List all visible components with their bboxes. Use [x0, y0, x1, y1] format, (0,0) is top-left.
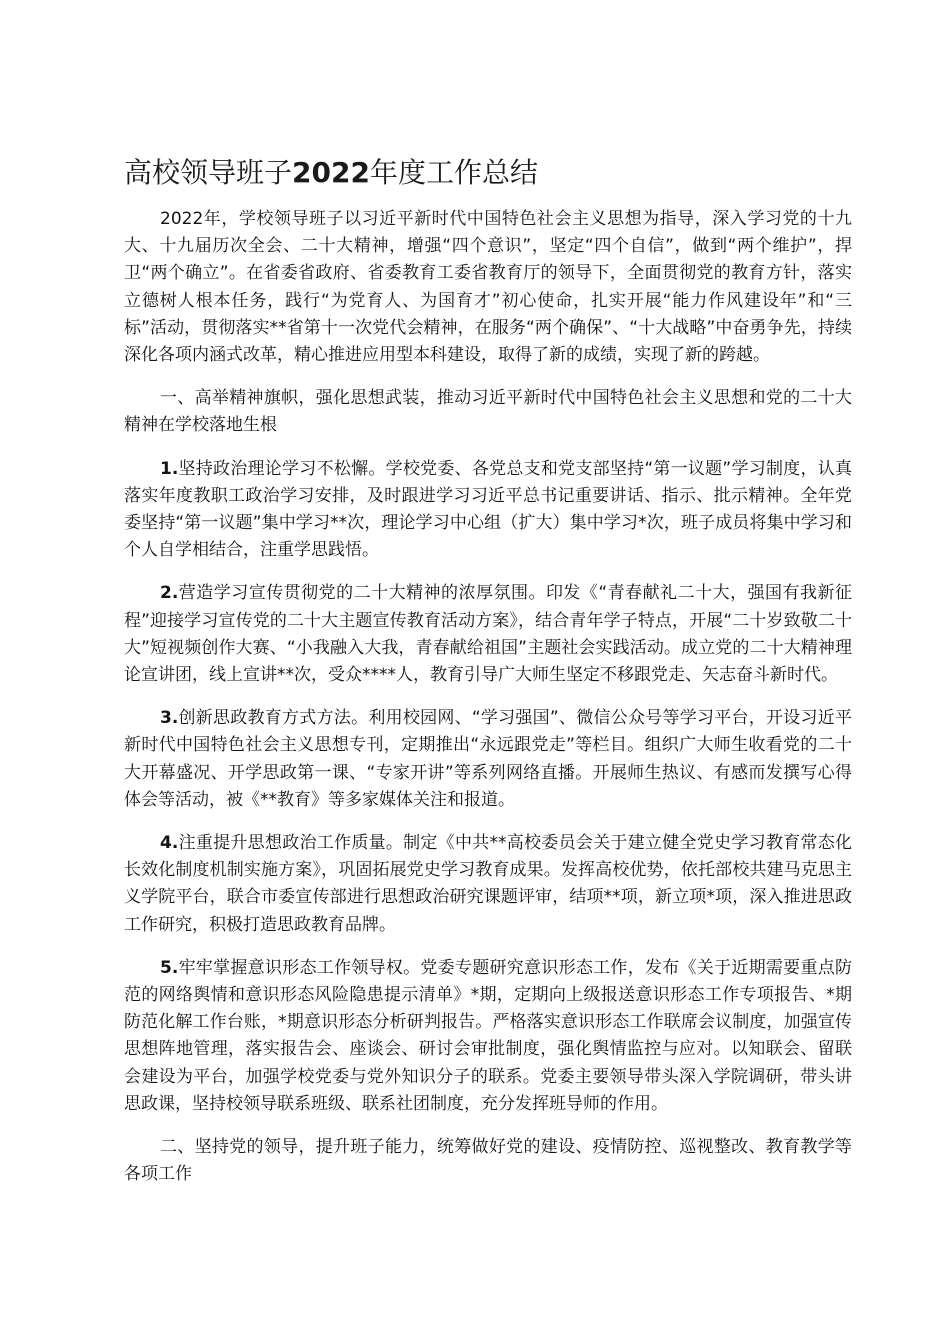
item-number: 2. — [160, 583, 179, 604]
item-paragraph-2 — [124, 580, 852, 689]
paragraph-text: 营造学习宣传贯彻党的二十大精神的浓厚氛围。印发《“青春献礼二十大，强国有我新征程”迎接学习宣传党的二十大主题宣传教育活动方案》，结合青年学子特点，开展“二十岁致敬二十大”短视频创作大赛、“小我融入大我，青春献给祖国”主题社会实践活动。成立党的二十大精神理论宣讲团，线上宣讲**次，受众****人，教育引导广大师生坚定不移跟党走、矢志奋斗新时代。 — [124, 583, 852, 686]
item-number: 1. — [160, 458, 179, 479]
paragraph-text: 坚持政治理论学习不松懈。学校党委、各党总支和党支部坚持“第一议题”学习制度，认真落实年度教职工政治学习安排，及时跟进学习习近平总书记重要讲话、指示、批示精神。全年党委坚持“第一议题”集中学习**次，理论学习中心组（扩大）集中学习*次，班子成员将集中学习和个人自学相结合，注重学思践悟。 — [124, 458, 852, 561]
item-paragraph-3 — [124, 705, 852, 814]
section-heading-text: 二、坚持党的领导，提升班子能力，统筹做好党的建设、疫情防控、巡视整改、教育教学等各项工作 — [124, 1137, 852, 1185]
title-prefix: 高校领导班子 — [124, 156, 293, 189]
document-title — [124, 150, 844, 196]
intro-paragraph — [124, 206, 852, 369]
item-paragraph-4 — [124, 830, 852, 939]
item-number: 3. — [160, 708, 179, 729]
paragraph-text: 牢牢掌握意识形态工作领导权。党委专题研究意识形态工作，发布《关于近期需要重点防范的网络舆情和意识形态风险隐患提示清单》*期，定期向上级报送意识形态工作专项报告、*期防范化解工作台账，*期意识形态分析研判报告。严格落实意识形态工作联席会议制度，加强宣传思想阵地管理，落实报告会、座谈会、研讨会审批制度，强化舆情监控与应对。以知联会、留联会建设为平台，加强学校党委与党外知识分子的联系。党委主要领导带头深入学院调研，带头讲思政课，坚持校领导联系班级、联系社团制度，充分发挥班导师的作用。 — [124, 957, 852, 1114]
paragraph-text: 创新思政教育方式方法。利用校园网、“学习强国”、微信公众号等学习平台，开设习近平新时代中国特色社会主义思想专刊，定期推出“永远跟党走”等栏目。组织广大师生收看党的二十大开幕盛况、开学思政第一课、“专家开讲”等系列网络直播。开展师生热议、有感而发撰写心得体会等活动，被《**教育》等多家媒体关注和报道。 — [124, 708, 852, 810]
item-number: 5. — [160, 957, 179, 978]
paragraph-text: 注重提升思想政治工作质量。制定《中共**高校委员会关于建立健全党史学习教育常态化长效化制度机制实施方案》，巩固拓展党史学习教育成果。发挥高校优势，依托部校共建马克思主义学院平台，联合市委宣传部进行思想政治研究课题评审，结项**项，新立项*项，深入推进思政工作研究，积极打造思政教育品牌。 — [124, 833, 852, 935]
section-heading-text: 一、高举精神旗帜，强化思想武装，推动习近平新时代中国特色社会主义思想和党的二十大精神在学校落地生根 — [124, 388, 852, 436]
item-paragraph-1 — [124, 456, 852, 565]
section-heading-2 — [124, 1134, 852, 1188]
title-year: 2022 — [292, 156, 370, 189]
item-paragraph-5 — [124, 955, 852, 1118]
item-number: 4. — [160, 833, 179, 854]
paragraph-text: 2022年，学校领导班子以习近平新时代中国特色社会主义思想为指导，深入学习党的十九大、十九届历次全会、二十大精神，增强“四个意识”，坚定“四个自信”，做到“两个维护”，捍卫“两个确立”。在省委省政府、省委教育工委省教育厅的领导下，全面贯彻党的教育方针，落实立德树人根本任务，践行“为党育人、为国育才”初心使命，扎实开展“能力作风建设年”和“三标”活动，贯彻落实**省第十一次党代会精神，在服务“两个确保”、“十大战略”中奋勇争先，持续深化各项内涵式改革，精心推进应用型本科建设，取得了新的成绩，实现了新的跨越。 — [124, 209, 852, 366]
title-suffix: 年度工作总结 — [369, 156, 538, 189]
document-body — [124, 206, 852, 1205]
section-heading-1 — [124, 385, 852, 439]
